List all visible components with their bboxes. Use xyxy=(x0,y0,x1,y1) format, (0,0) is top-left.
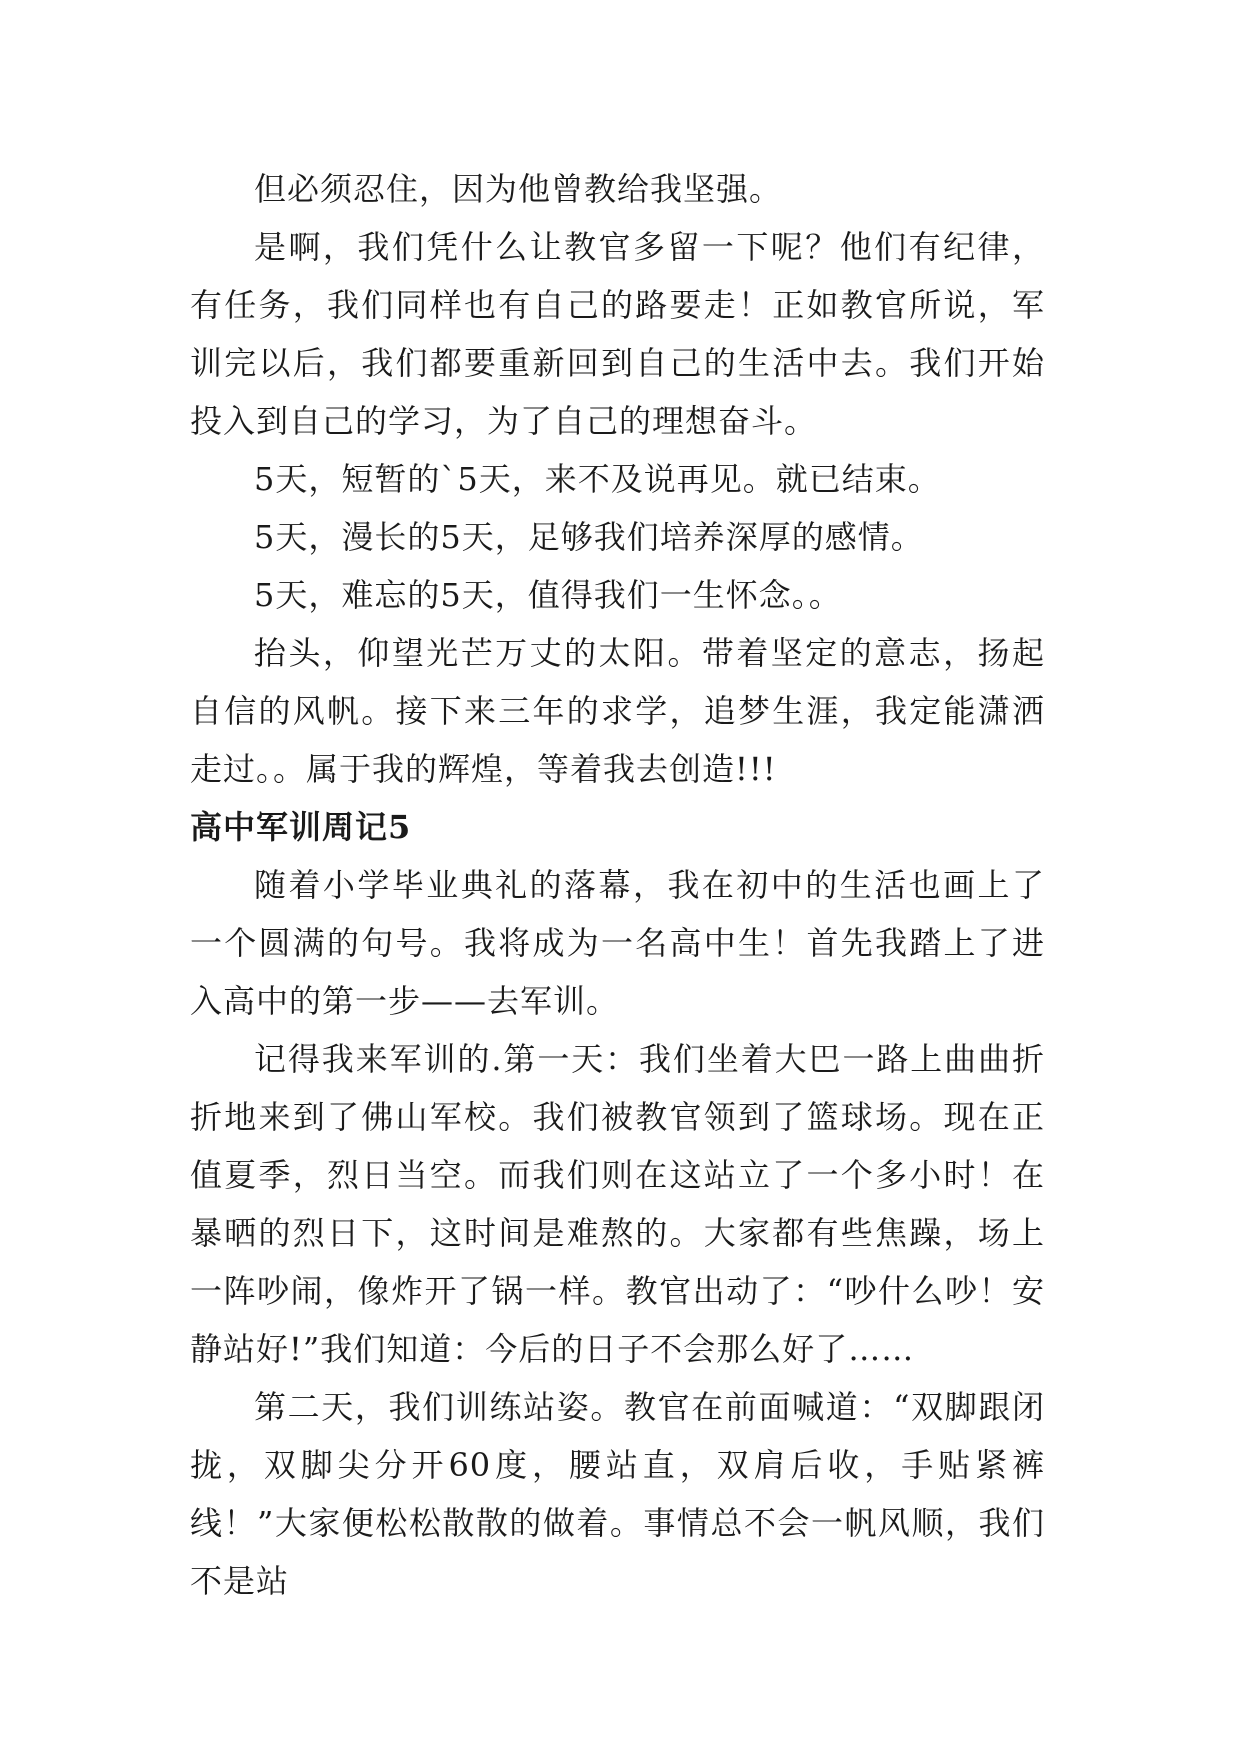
paragraph: 第二天，我们训练站姿。教官在前面喊道：“双脚跟闭拢，双脚尖分开60度，腰站直，双肩后收，手贴紧裤线！”大家便松松散散的做着。事情总不会一帆风顺，我们不是站 xyxy=(190,1388,1045,1600)
document-page xyxy=(190,160,1045,1610)
paragraph: 是啊，我们凭什么让教官多留一下呢？他们有纪律，有任务，我们同样也有自己的路要走！正如教官所说，军训完以后，我们都要重新回到自己的生活中去。我们开始投入到自己的学习，为了自己的理想奋斗。 xyxy=(190,228,1045,440)
paragraph: 抬头，仰望光芒万丈的太阳。带着坚定的意志，扬起自信的风帆。接下来三年的求学，追梦生涯，我定能潇洒走过。。属于我的辉煌，等着我去创造!!! xyxy=(190,634,1045,788)
paragraph: 5天，漫长的5天，足够我们培养深厚的感情。 xyxy=(254,518,924,556)
paragraph: 记得我来军训的.第一天：我们坐着大巴一路上曲曲折折地来到了佛山军校。我们被教官领到了篮球场。现在正值夏季，烈日当空。而我们则在这站立了一个多小时！在暴晒的烈日下，这时间是难熬的。大家都有些焦躁，场上一阵吵闹，像炸开了锅一样。教官出动了：“吵什么吵！安静站好!”我们知道：今后的日子不会那么好了…… xyxy=(190,1040,1045,1368)
paragraph: 但必须忍住，因为他曾教给我坚强。 xyxy=(254,170,783,208)
paragraph: 5天，短暂的`5天，来不及说再见。就已结束。 xyxy=(254,460,941,498)
paragraph: 随着小学毕业典礼的落幕，我在初中的生活也画上了一个圆满的句号。我将成为一名高中生！首先我踏上了进入高中的第一步——去军训。 xyxy=(190,866,1045,1020)
paragraph: 5天，难忘的5天，值得我们一生怀念。。 xyxy=(254,576,842,614)
section-title: 高中军训周记5 xyxy=(190,808,412,846)
